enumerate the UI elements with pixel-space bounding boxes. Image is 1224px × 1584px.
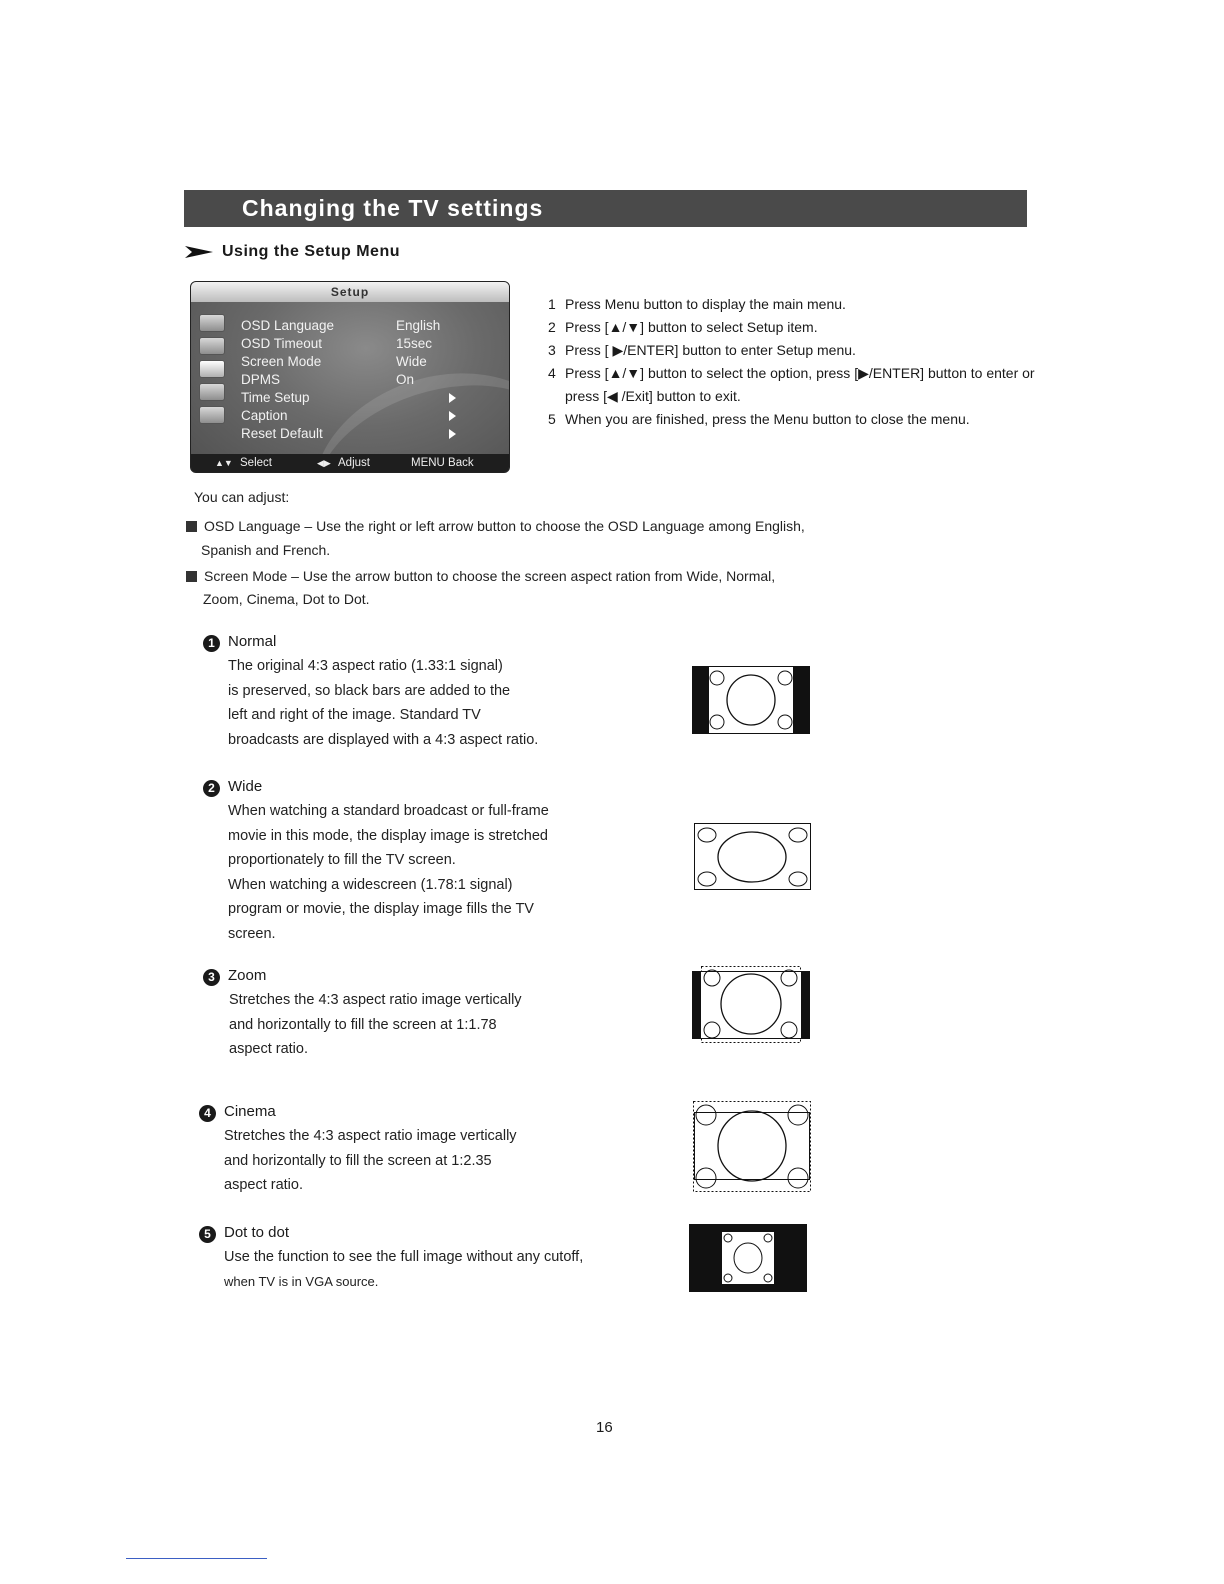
menu-item-label: Time Setup (241, 390, 310, 405)
step-number: 5 (548, 411, 556, 427)
mode-normal-description (228, 654, 538, 752)
menu-item-dpms (241, 371, 491, 389)
mode-number-badge: 4 (199, 1105, 216, 1122)
menu-item-label: OSD Timeout (241, 336, 323, 351)
menu-category-icons (199, 314, 225, 429)
description-line: and horizontally to fill the screen at 1:2.35 (224, 1152, 492, 1169)
zoom-mode-diagram (692, 966, 810, 1044)
setup-icon (199, 360, 225, 378)
mode-zoom-heading (203, 967, 266, 986)
bullet-screen-mode (186, 568, 775, 584)
adjust-intro: You can adjust: (194, 489, 290, 505)
submenu-arrow-icon (449, 393, 456, 403)
setup-menu-screenshot (190, 281, 510, 473)
arrow-bullet-icon (184, 245, 214, 259)
mode-dot-to-dot-description (224, 1245, 583, 1294)
lock-icon (199, 383, 225, 401)
mode-dot-to-dot-heading (199, 1224, 289, 1243)
menu-item-label: DPMS (241, 372, 281, 387)
description-line: is preserved, so black bars are added to the (228, 682, 511, 699)
step-item (548, 408, 1038, 431)
description-line: Use the function to see the full image without any cutoff, (224, 1249, 584, 1265)
title-banner (184, 190, 1027, 227)
wide-mode-diagram (694, 823, 812, 891)
menu-item-value: On (396, 372, 415, 387)
description-line: When watching a standard broadcast or full-frame (228, 803, 549, 819)
setup-menu-title: Setup (191, 282, 509, 302)
step-number: 4 (548, 365, 556, 381)
dot-to-dot-mode-diagram (689, 1224, 807, 1292)
step-text: Press [▲/▼] button to select the option, press [▶/ENTER] button to enter or press [◀ /Exit] button to exit. (565, 365, 1035, 404)
footnote-rule (126, 1558, 267, 1559)
mode-cinema-description (224, 1124, 517, 1198)
description-line: movie in this mode, the display image is stretched (228, 827, 548, 844)
sound-icon (199, 337, 225, 355)
square-bullet-icon (186, 521, 197, 532)
page-number: 16 (596, 1419, 613, 1436)
description-line: When watching a widescreen (1.78:1 signal) (228, 876, 513, 893)
description-line: aspect ratio. (229, 1041, 308, 1057)
mode-name: Cinema (224, 1103, 276, 1120)
menu-item-label: Caption (241, 408, 288, 423)
section-heading-text: Using the Setup Menu (222, 243, 400, 260)
footer-back-label: MENU Back (411, 457, 474, 469)
bullet-osd-language (186, 518, 805, 534)
bullet-text: Screen Mode – Use the arrow button to choose the screen aspect ration from Wide, Normal, (204, 568, 776, 584)
step-number: 2 (548, 319, 556, 335)
cinema-mode-diagram (692, 1101, 812, 1193)
mode-cinema-heading (199, 1103, 276, 1122)
page-title: Changing the TV settings (242, 195, 544, 221)
mode-name: Normal (228, 633, 277, 650)
menu-footer (191, 454, 509, 472)
step-text: Press [▲/▼] button to select Setup item. (565, 319, 818, 335)
description-line: aspect ratio. (224, 1177, 303, 1193)
menu-item-label: Reset Default (241, 426, 323, 441)
mode-number-badge: 5 (199, 1226, 216, 1243)
menu-item-osd-language (241, 317, 491, 335)
menu-item-osd-timeout (241, 335, 491, 353)
up-down-arrows-icon: ▲▼ (215, 458, 233, 468)
channel-icon (199, 406, 225, 424)
step-text: Press Menu button to display the main menu. (565, 296, 846, 312)
menu-item-caption (241, 407, 491, 425)
mode-wide-description (228, 799, 549, 946)
description-line: broadcasts are displayed with a 4:3 aspect ratio. (228, 731, 539, 748)
submenu-arrow-icon (449, 411, 456, 421)
mode-wide-heading (203, 778, 262, 797)
submenu-arrow-icon (449, 429, 456, 439)
mode-normal-heading (203, 633, 276, 652)
bullet-screen-mode-cont: Zoom, Cinema, Dot to Dot. (203, 591, 370, 607)
step-text: Press [ ▶/ENTER] button to enter Setup menu. (565, 342, 856, 358)
description-line: Stretches the 4:3 aspect ratio image vertically (224, 1128, 517, 1144)
mode-name: Dot to dot (224, 1224, 290, 1241)
mode-number-badge: 1 (203, 635, 220, 652)
step-item (548, 293, 1038, 316)
menu-item-reset-default (241, 425, 491, 443)
description-line: when TV is in VGA source. (224, 1273, 379, 1289)
mode-name: Zoom (228, 967, 267, 984)
step-item (548, 339, 1038, 362)
section-heading (184, 243, 400, 261)
square-bullet-icon (186, 571, 197, 582)
mode-zoom-description (229, 988, 522, 1062)
description-line: and horizontally to fill the screen at 1:1.78 (229, 1016, 497, 1033)
description-line: Stretches the 4:3 aspect ratio image vertically (229, 992, 522, 1008)
step-item (548, 316, 1038, 339)
mode-number-badge: 3 (203, 969, 220, 986)
left-right-arrows-icon: ◀▶ (317, 458, 331, 468)
picture-icon (199, 314, 225, 332)
bullet-text: OSD Language – Use the right or left arrow button to choose the OSD Language among English, (204, 518, 805, 534)
steps-list (548, 293, 1038, 431)
description-line: proportionately to fill the TV screen. (228, 852, 456, 868)
menu-item-value: Wide (396, 354, 427, 369)
mode-name: Wide (228, 778, 263, 795)
menu-item-value: 15sec (396, 336, 433, 351)
menu-item-label: OSD Language (241, 318, 335, 333)
description-line: program or movie, the display image fills the TV (228, 901, 534, 917)
step-number: 3 (548, 342, 556, 358)
step-item (548, 362, 1038, 408)
normal-mode-diagram (692, 666, 810, 734)
description-line: screen. (228, 925, 276, 942)
step-number: 1 (548, 296, 556, 312)
bullet-osd-language-cont: Spanish and French. (201, 542, 331, 558)
footer-select-label: Select (240, 457, 272, 469)
menu-item-value: English (396, 318, 441, 333)
description-line: left and right of the image. Standard TV (228, 707, 481, 723)
mode-number-badge: 2 (203, 780, 220, 797)
step-text: When you are finished, press the Menu button to close the menu. (565, 411, 970, 427)
footer-adjust-label: Adjust (338, 457, 370, 469)
menu-item-label: Screen Mode (241, 354, 322, 369)
description-line: The original 4:3 aspect ratio (1.33:1 signal) (228, 658, 503, 674)
menu-item-screen-mode (241, 353, 491, 371)
menu-item-time-setup (241, 389, 491, 407)
